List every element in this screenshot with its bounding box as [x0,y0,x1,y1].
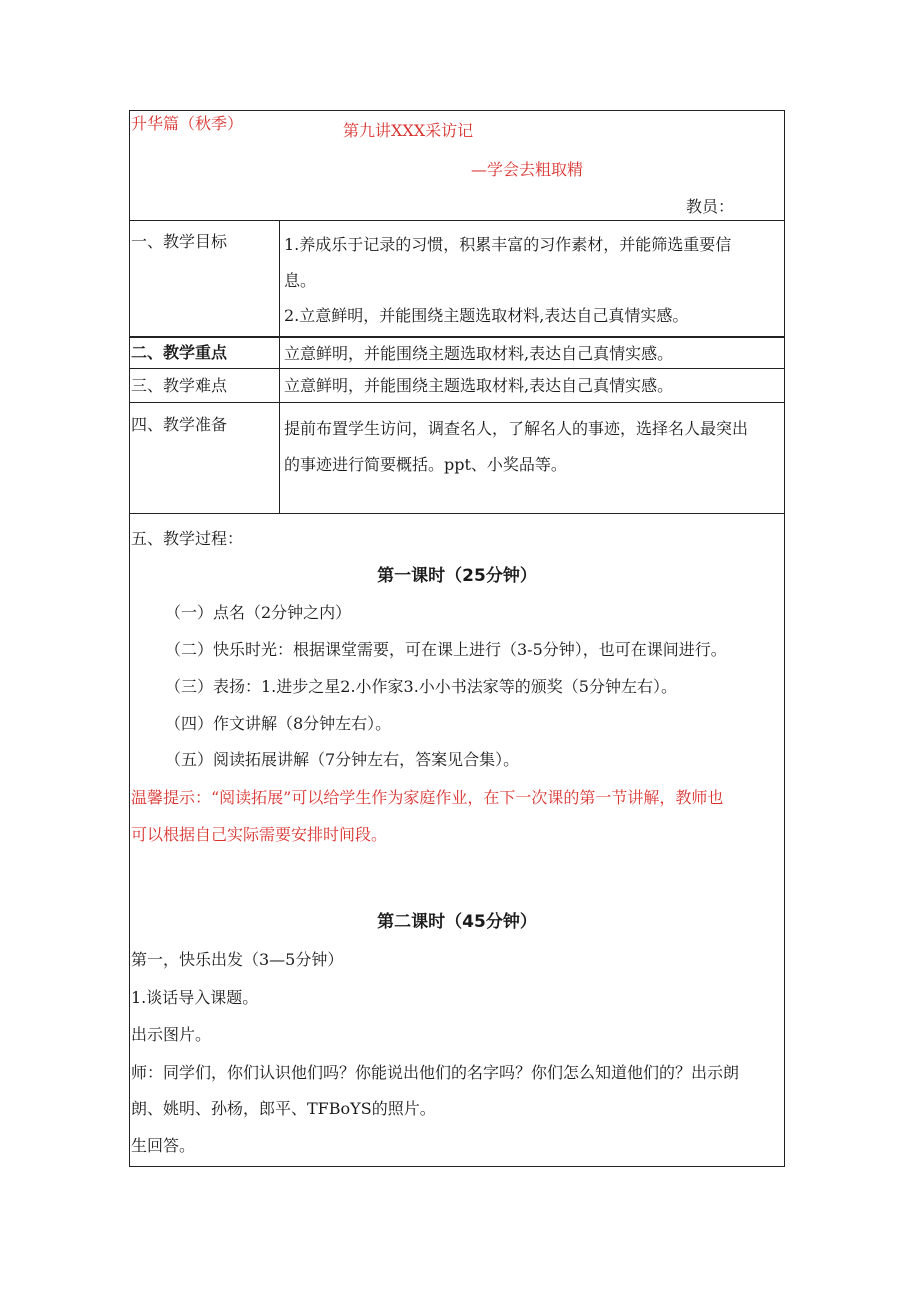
session2-line: 1.谈话导入课题。 [131,988,259,1007]
objectives-line: 1.养成乐于记录的习惯，积累丰富的习作素材，并能筛选重要信 [284,235,732,254]
table-border [129,110,785,1167]
preparation-label: 四、教学准备 [131,415,228,434]
divider [129,368,785,369]
session1-title: 第一课时（25分钟） [377,566,537,586]
session1-item: （三）表扬：1.进步之星2.小作家3.小小书法家等的颁奖（5分钟左右）。 [165,677,677,696]
divider [129,220,785,221]
divider [129,513,785,514]
difficulties-text: 立意鲜明，并能围绕主题选取材料,表达自己真情实感。 [284,376,674,395]
session1-item: （一）点名（2分钟之内） [165,603,352,622]
session2-line: 第一，快乐出发（3—5分钟） [131,950,344,969]
difficulties-label: 三、教学难点 [131,376,228,395]
key-points-label: 二、教学重点 [131,343,228,362]
lesson-plan-page [129,110,785,1167]
lesson-title: 第九讲XXX采访记 [343,121,474,140]
lesson-subtitle: —学会去粗取精 [471,160,584,179]
objectives-line: 息。 [284,271,317,290]
session2-line: 师：同学们，你们认识他们吗？你能说出他们的名字吗？你们怎么知道他们的？出示朗 [131,1063,740,1082]
session1-item: （四）作文讲解（8分钟左右）。 [165,714,392,733]
objectives-label: 一、教学目标 [131,232,228,251]
objectives-line: 2.立意鲜明，并能围绕主题选取材料,表达自己真情实感。 [284,306,689,325]
session2-title: 第二课时（45分钟） [377,912,537,932]
preparation-line: 提前布置学生访问，调查名人，了解名人的事迹，选择名人最突出 [284,419,749,438]
preparation-line: 的事迹进行简要概括。ppt、小奖品等。 [284,455,567,474]
divider [129,336,785,338]
session2-line: 朗、姚明、孙杨，郎平、TFBoYS的照片。 [131,1099,436,1118]
tip-line: 温馨提示：“阅读拓展”可以给学生作为家庭作业，在下一次课的第一节讲解，教师也 [131,788,724,807]
session2-line: 生回答。 [131,1136,196,1155]
tip-line: 可以根据自己实际需要安排时间段。 [131,825,388,844]
session1-item: （五）阅读拓展讲解（7分钟左右，答案见合集）。 [165,750,520,769]
session2-line: 出示图片。 [131,1025,212,1044]
teacher-label: 教员： [686,197,735,216]
session1-item: （二）快乐时光：根据课堂需要，可在课上进行（3-5分钟），也可在课间进行。 [165,640,727,659]
key-points-text: 立意鲜明，并能围绕主题选取材料,表达自己真情实感。 [284,344,674,363]
column-divider [279,220,280,514]
process-heading: 五、教学过程： [131,529,244,548]
divider [129,402,785,403]
series-label: 升华篇（秋季） [131,114,244,133]
